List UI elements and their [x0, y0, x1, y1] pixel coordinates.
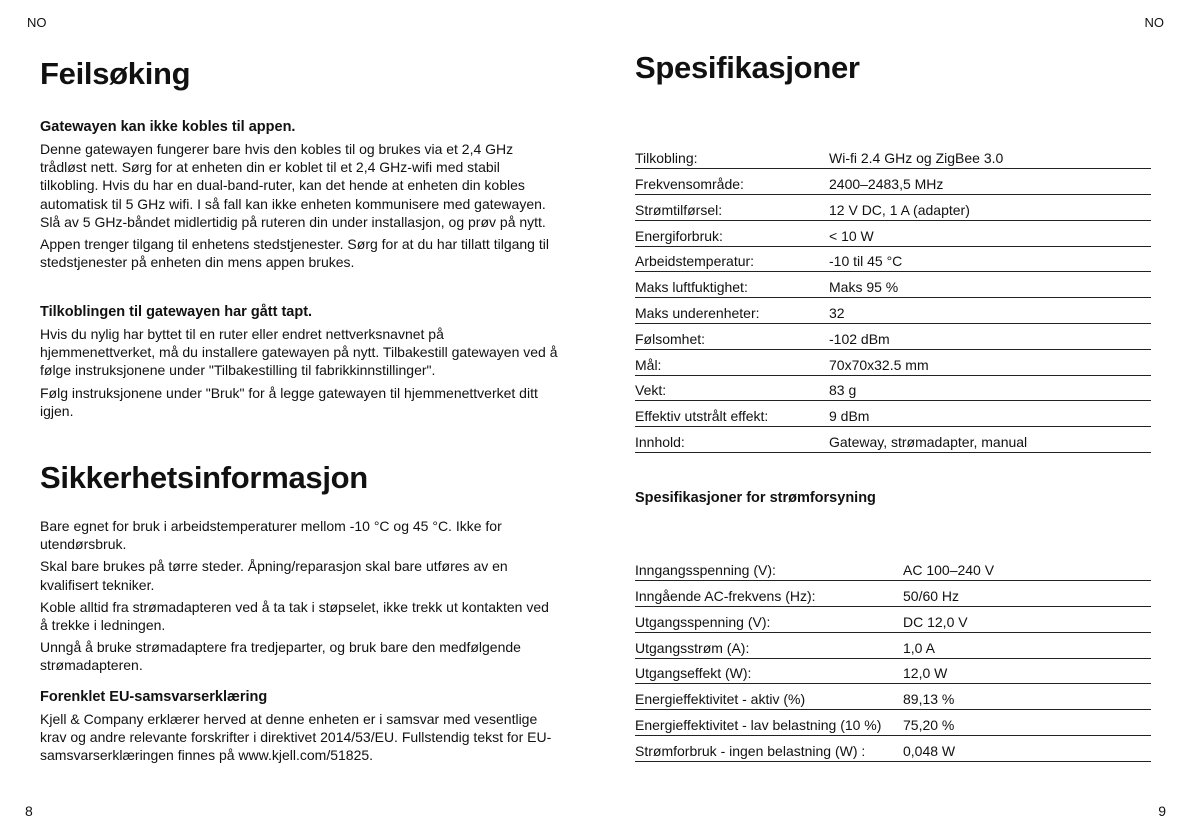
spec-row	[635, 298, 1151, 324]
eu-declaration	[40, 689, 560, 765]
paragraph: Appen trenger tilgang til enhetens stedstjenester. Sørg for at du har tillatt tilgang til stedstjenester på enheten din mens appen brukes.	[40, 236, 549, 271]
spec-value: 9 dBm	[829, 401, 1151, 427]
spec-row	[635, 375, 1151, 401]
spec-value: AC 100–240 V	[903, 555, 1151, 581]
spec-label: Tilkobling:	[635, 143, 829, 169]
spec-row	[635, 581, 1151, 607]
power-heading: Spesifikasjoner for strømforsyning	[635, 490, 876, 506]
spec-row	[635, 555, 1151, 581]
spec-value: 32	[829, 298, 1151, 324]
spec-label: Energieffektivitet - aktiv (%)	[635, 684, 903, 710]
spec-row	[635, 427, 1151, 453]
spec-row	[635, 349, 1151, 375]
sikkerhet-body	[40, 517, 560, 675]
section-heading: Tilkoblingen til gatewayen har gått tapt.	[40, 304, 313, 320]
spec-row	[635, 272, 1151, 298]
spec-row	[635, 401, 1151, 427]
spec-label: Følsomhet:	[635, 324, 829, 350]
page-number: 8	[25, 803, 33, 819]
eu-text: Kjell & Company erklærer herved at denne enheten er i samsvar med vesentlige krav og andre relevante forskrifter i direktivet 2014/53/EU. Fullstendig tekst for EU-samsvarserklæringen finnes på www.kjell.com/51825.	[40, 711, 552, 764]
spec-value: Gateway, strømadapter, manual	[829, 427, 1151, 453]
spec-label: Frekvensområde:	[635, 169, 829, 195]
paragraph: Hvis du nylig har byttet til en ruter eller endret nettverksnavnet på hjemmenettverket, må du installere gatewayen på nytt. Tilbakestill gatewayen ved å følge instruksjonene under "Tilbakestilling til fabrikkinnstillinger".	[40, 326, 558, 379]
spec-label: Vekt:	[635, 375, 829, 401]
spec-value: 89,13 %	[903, 684, 1151, 710]
spec-value: 1,0 A	[903, 632, 1151, 658]
spec-value: DC 12,0 V	[903, 607, 1151, 633]
spec-label: Inngående AC-frekvens (Hz):	[635, 581, 903, 607]
feilsoking-section-2	[40, 304, 560, 420]
spec-table	[635, 143, 1151, 453]
paragraph: Denne gatewayen fungerer bare hvis den kobles til og brukes via et 2,4 GHz trådløst nett. Sørg for at enheten din er koblet til et 2,4 GHz-wifi med stabil tilkobling. Hvis du har en dual-band-ruter, kan det hende at enheten din kobles automatisk til 5 GHz wifi. I så fall kan ikke enheten kommunisere med gatewayen. Slå av 5 GHz-båndet midlertidig på ruteren din under installasjon, og prøv på nytt.	[40, 141, 546, 230]
spec-row	[635, 658, 1151, 684]
paragraph: Følg instruksjonene under "Bruk" for å legge gatewayen til hjemmenettverket ditt igjen.	[40, 384, 538, 419]
spec-label: Maks luftfuktighet:	[635, 272, 829, 298]
spec-value: Wi-fi 2.4 GHz og ZigBee 3.0	[829, 143, 1151, 169]
spec-row	[635, 246, 1151, 272]
spec-row	[635, 220, 1151, 246]
spec-label: Utgangsspenning (V):	[635, 607, 903, 633]
spec-row	[635, 710, 1151, 736]
spec-row	[635, 684, 1151, 710]
spec-label: Maks underenheter:	[635, 298, 829, 324]
spec-row	[635, 607, 1151, 633]
spec-value: 50/60 Hz	[903, 581, 1151, 607]
spec-label: Effektiv utstrålt effekt:	[635, 401, 829, 427]
spec-value: -102 dBm	[829, 324, 1151, 350]
language-label: NO	[27, 15, 47, 30]
spec-value: 12,0 W	[903, 658, 1151, 684]
spec-value: Maks 95 %	[829, 272, 1151, 298]
spec-value: 70x70x32.5 mm	[829, 349, 1151, 375]
spec-value: 83 g	[829, 375, 1151, 401]
spec-value: 75,20 %	[903, 710, 1151, 736]
section-heading: Gatewayen kan ikke kobles til appen.	[40, 119, 296, 135]
spec-row	[635, 736, 1151, 762]
paragraph: Skal bare brukes på tørre steder. Åpning/reparasjon skal bare utføres av en kvalifisert tekniker.	[40, 558, 508, 593]
spec-label: Strømtilførsel:	[635, 195, 829, 221]
feilsoking-section-1	[40, 119, 560, 271]
spec-row	[635, 143, 1151, 169]
spec-value: 2400–2483,5 MHz	[829, 169, 1151, 195]
language-label: NO	[1144, 15, 1164, 30]
spec-label: Arbeidstemperatur:	[635, 246, 829, 272]
spec-value: 12 V DC, 1 A (adapter)	[829, 195, 1151, 221]
spec-label: Innhold:	[635, 427, 829, 453]
spec-row	[635, 195, 1151, 221]
spec-row	[635, 632, 1151, 658]
left-page	[0, 0, 595, 839]
power-spec-table	[635, 555, 1151, 762]
spec-row	[635, 324, 1151, 350]
spec-row	[635, 169, 1151, 195]
spec-label: Utgangsstrøm (A):	[635, 632, 903, 658]
spec-label: Energieffektivitet - lav belastning (10 %)	[635, 710, 903, 736]
spec-label: Energiforbruk:	[635, 220, 829, 246]
spec-label: Strømforbruk - ingen belastning (W) :	[635, 736, 903, 762]
spec-value: 0,048 W	[903, 736, 1151, 762]
sikkerhet-title: Sikkerhetsinformasjon	[40, 460, 368, 495]
paragraph: Bare egnet for bruk i arbeidstemperaturer mellom -10 °C og 45 °C. Ikke for utendørsbruk.	[40, 518, 502, 553]
feilsoking-title: Feilsøking	[40, 56, 191, 91]
spec-value: < 10 W	[829, 220, 1151, 246]
eu-heading: Forenklet EU-samsvarserklæring	[40, 689, 268, 705]
spec-value: -10 til 45 °C	[829, 246, 1151, 272]
spec-label: Mål:	[635, 349, 829, 375]
page-number: 9	[1158, 803, 1166, 819]
spesifikasjoner-title: Spesifikasjoner	[635, 50, 860, 85]
paragraph: Koble alltid fra strømadapteren ved å ta tak i støpselet, ikke trekk ut kontakten ved å trekke i ledningen.	[40, 598, 549, 634]
right-page	[595, 0, 1191, 839]
spec-label: Inngangsspenning (V):	[635, 555, 903, 581]
paragraph: Unngå å bruke strømadaptere fra tredjeparter, og bruk bare den medfølgende strømadapteren.	[40, 639, 521, 674]
spec-label: Utgangseffekt (W):	[635, 658, 903, 684]
